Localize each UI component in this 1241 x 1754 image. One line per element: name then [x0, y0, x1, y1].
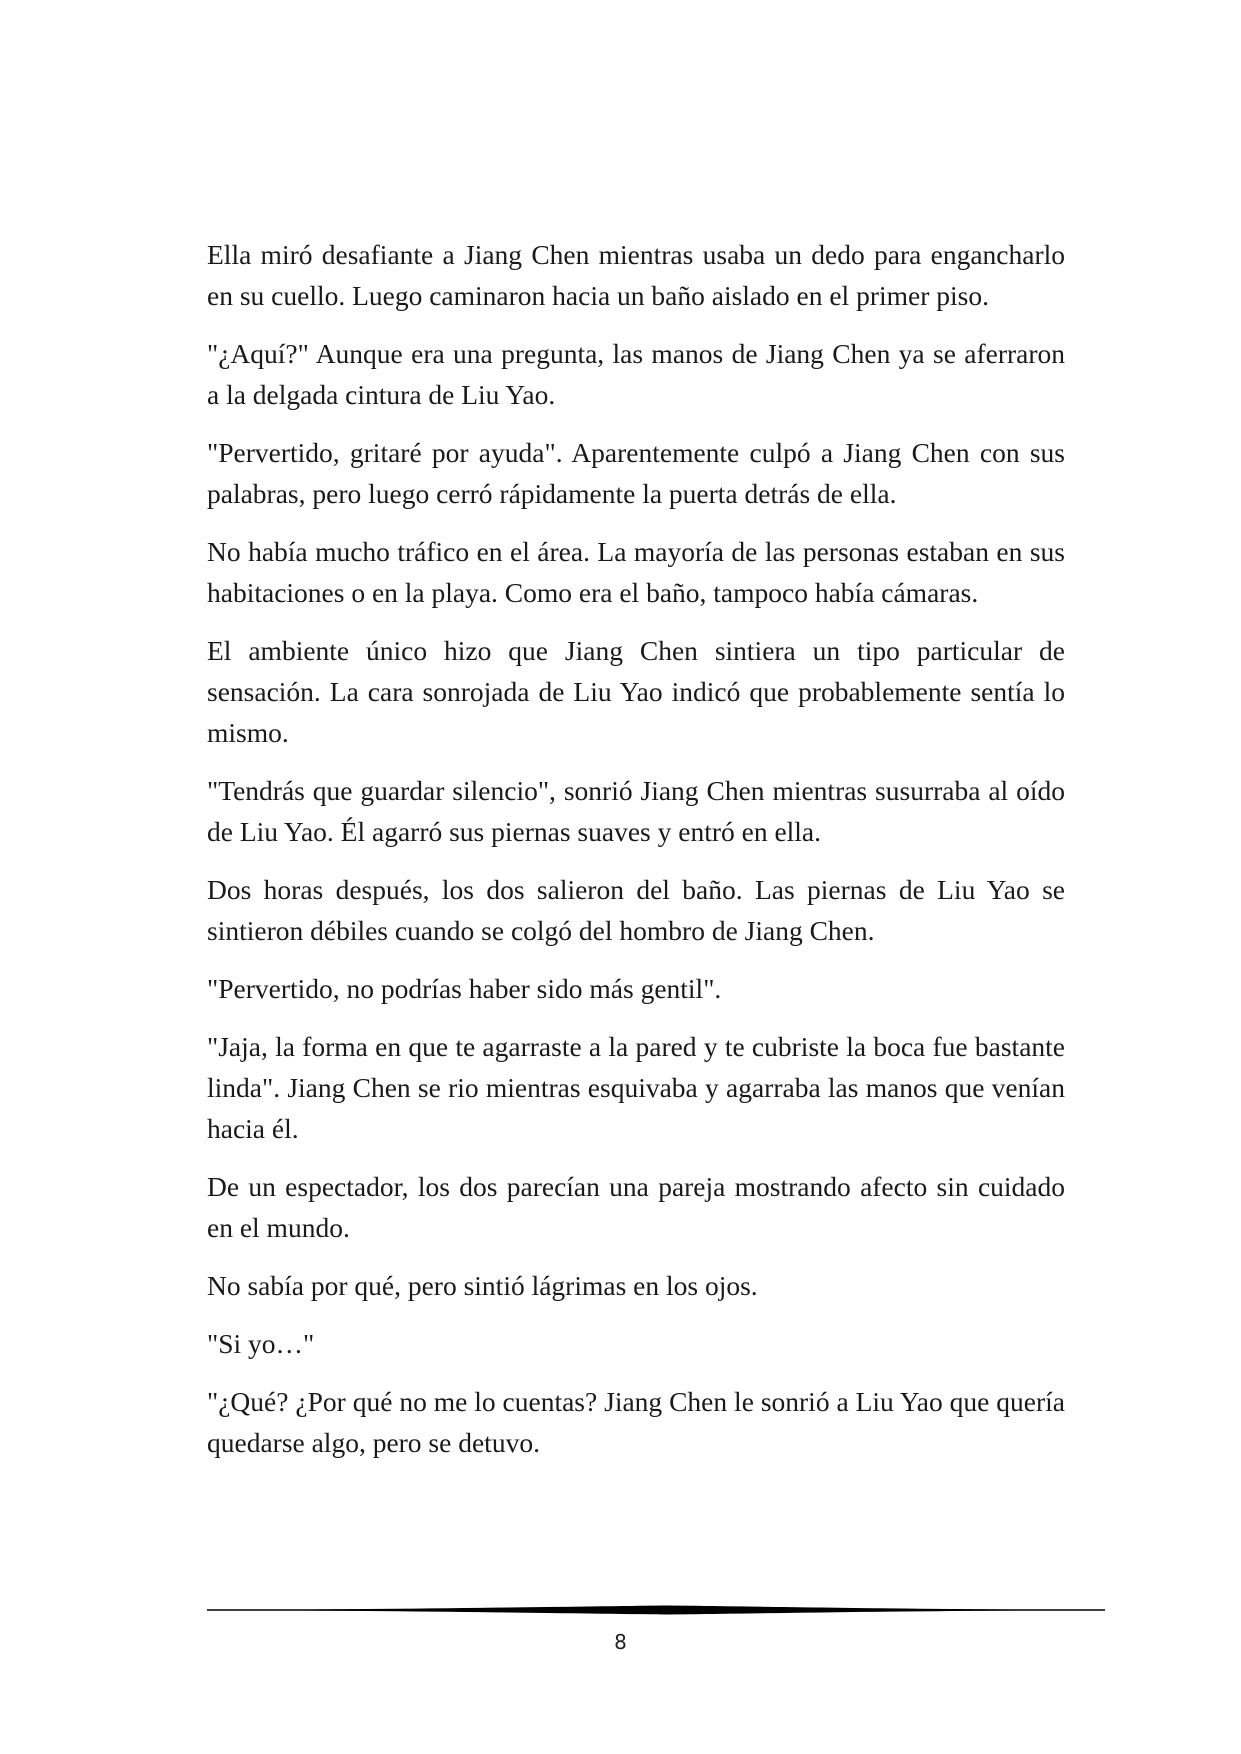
- paragraph: No sabía por qué, pero sintió lágrimas en los ojos.: [207, 1270, 758, 1301]
- paragraph: Ella miró desafiante a Jiang Chen mientras usaba un dedo para engancharlo en su cuello. Luego caminaron hacia un baño aislado en el primer piso.: [207, 239, 1065, 311]
- page-number: 8: [614, 1630, 627, 1654]
- paragraph: "Pervertido, no podrías haber sido más gentil".: [207, 973, 722, 1004]
- paragraph: El ambiente único hizo que Jiang Chen sintiera un tipo particular de sensación. La cara sonrojada de Liu Yao indicó que probablemente sentía lo mismo.: [207, 635, 1065, 748]
- paragraph: "Tendrás que guardar silencio", sonrió Jiang Chen mientras susurraba al oído de Liu Yao. Él agarró sus piernas suaves y entró en ella.: [207, 775, 1065, 847]
- paragraph: "¿Qué? ¿Por qué no me lo cuentas? Jiang Chen le sonrió a Liu Yao que quería quedarse algo, pero se detuvo.: [207, 1386, 1065, 1458]
- paragraph: "Si yo…": [207, 1328, 315, 1359]
- paragraph: "Pervertido, gritaré por ayuda". Aparentemente culpó a Jiang Chen con sus palabras, pero luego cerró rápidamente la puerta detrás de ella.: [207, 437, 1065, 509]
- paragraph: "¿Aquí?" Aunque era una pregunta, las manos de Jiang Chen ya se aferraron a la delgada cintura de Liu Yao.: [207, 338, 1065, 410]
- footer-divider: [207, 1604, 1105, 1616]
- paragraph: De un espectador, los dos parecían una pareja mostrando afecto sin cuidado en el mundo.: [207, 1171, 1065, 1243]
- page-body: [207, 234, 1065, 1480]
- paragraph: "Jaja, la forma en que te agarraste a la pared y te cubriste la boca fue bastante linda". Jiang Chen se rio mientras esquivaba y agarraba las manos que venían hacia él.: [207, 1031, 1065, 1144]
- paragraph: Dos horas después, los dos salieron del baño. Las piernas de Liu Yao se sintieron débiles cuando se colgó del hombro de Jiang Chen.: [207, 874, 1065, 946]
- paragraph: No había mucho tráfico en el área. La mayoría de las personas estaban en sus habitaciones o en la playa. Como era el baño, tampoco había cámaras.: [207, 536, 1065, 608]
